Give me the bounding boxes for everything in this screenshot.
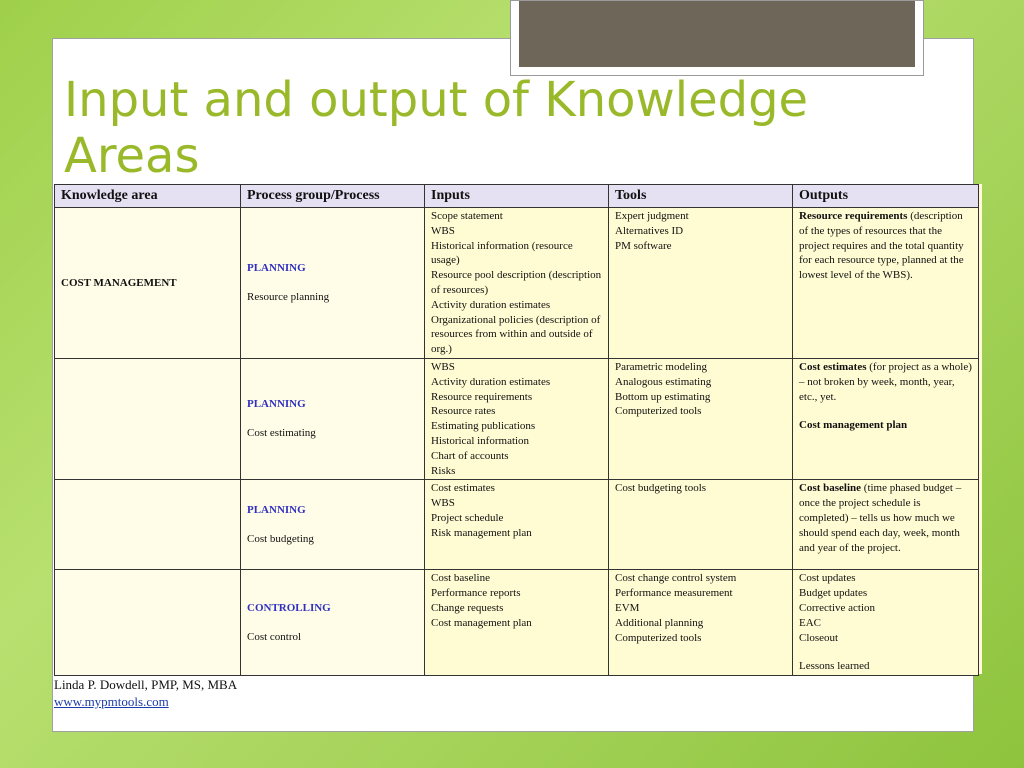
spacer (799, 645, 972, 659)
tools-cell (609, 480, 793, 570)
process-cell (241, 480, 425, 570)
tool-item: PM software (615, 239, 672, 252)
table-row (55, 358, 979, 479)
header-process-group: Process group/Process (241, 185, 425, 208)
input-item: Cost management plan (431, 616, 532, 629)
tool-item: Alternatives ID (615, 224, 684, 237)
output-item: Lessons learned (799, 660, 870, 673)
input-item: WBS (431, 360, 455, 373)
knowledge-area-cell (55, 480, 241, 570)
header-outputs: Outputs (793, 185, 979, 208)
tool-item: Parametric modeling (615, 360, 707, 373)
outputs-cell (793, 480, 979, 570)
author-credit: Linda P. Dowdell, PMP, MS, MBA (54, 677, 238, 692)
inputs-cell (425, 480, 609, 570)
outputs-cell (793, 570, 979, 676)
input-item: Risks (431, 464, 456, 477)
output-item: EAC (799, 616, 821, 629)
process-name: Cost budgeting (247, 532, 314, 545)
output-item: Closeout (799, 631, 839, 644)
input-item: Organizational policies (description of resources from within and outside of org.) (431, 313, 601, 356)
knowledge-area-cell (55, 570, 241, 676)
output-bold-secondary: Cost management plan (799, 419, 908, 432)
output-bold: Cost estimates (799, 360, 867, 373)
decorative-tab-fill (519, 1, 915, 67)
process-phase: PLANNING (247, 262, 306, 275)
header-knowledge-area: Knowledge area (55, 185, 241, 208)
knowledge-area-cell (55, 358, 241, 479)
input-item: Resource pool description (description of resources) (431, 269, 602, 296)
table-row (55, 208, 979, 359)
header-tools: Tools (609, 185, 793, 208)
input-item: Cost estimates (431, 482, 495, 495)
inputs-cell (425, 208, 609, 359)
process-name: Resource planning (247, 290, 330, 303)
input-item: Resource requirements (431, 390, 533, 403)
input-item: Historical information (431, 434, 530, 447)
spacer (799, 404, 972, 418)
input-item: Chart of accounts (431, 449, 509, 462)
output-bold: Cost baseline (799, 482, 862, 495)
tool-item: Bottom up estimating (615, 390, 711, 403)
input-item: Resource rates (431, 405, 496, 418)
table-header-row (55, 185, 979, 208)
output-item: Corrective action (799, 601, 876, 614)
input-item: WBS (431, 224, 455, 237)
knowledge-table-container (54, 184, 982, 674)
input-item: Activity duration estimates (431, 298, 551, 311)
process-cell (241, 358, 425, 479)
tool-item: EVM (615, 601, 640, 614)
process-name: Cost control (247, 630, 302, 643)
slide-title: Input and output of Knowledge Areas (64, 72, 809, 184)
tools-cell (609, 208, 793, 359)
knowledge-areas-table (54, 184, 979, 676)
header-inputs: Inputs (425, 185, 609, 208)
tool-item: Performance measurement (615, 587, 733, 600)
output-text: (time phased budget – once the project schedule is completed) – tells us how much we should spend each day, week, month and year of the project. (799, 482, 962, 554)
input-item: Historical information (resource usage) (431, 239, 573, 267)
footer-credit (54, 676, 237, 710)
website-link[interactable]: www.mypmtools.com (54, 694, 169, 709)
process-phase: PLANNING (247, 398, 306, 411)
process-phase: CONTROLLING (247, 601, 331, 614)
table-row (55, 480, 979, 570)
tool-item: Analogous estimating (615, 375, 712, 388)
output-bold: Resource requirements (799, 210, 908, 222)
input-item: Risk management plan (431, 526, 532, 539)
output-text: (for project as a whole) – not broken by week, month, year, etc., yet. (799, 360, 972, 403)
tool-item: Additional planning (615, 616, 704, 629)
decorative-tab (510, 0, 924, 76)
output-item: Budget updates (799, 587, 868, 600)
input-item: Performance reports (431, 587, 521, 600)
inputs-cell (425, 358, 609, 479)
input-item: Estimating publications (431, 420, 536, 433)
tool-item: Computerized tools (615, 405, 702, 418)
output-text: (description of the types of resources that the project requires and the total quantity for each resource type, planned at the lowest level of the WBS). (799, 210, 964, 282)
knowledge-area-label: COST MANAGEMENT (61, 276, 177, 289)
tools-cell (609, 570, 793, 676)
input-item: Scope statement (431, 210, 503, 222)
tool-item: Expert judgment (615, 210, 689, 222)
process-phase: PLANNING (247, 504, 306, 517)
tool-item: Cost change control system (615, 572, 737, 585)
process-name: Cost estimating (247, 427, 316, 440)
outputs-cell (793, 358, 979, 479)
tool-item: Computerized tools (615, 631, 702, 644)
process-cell (241, 570, 425, 676)
input-item: Project schedule (431, 511, 504, 524)
process-cell (241, 208, 425, 359)
input-item: WBS (431, 497, 455, 510)
outputs-cell (793, 208, 979, 359)
table-row (55, 570, 979, 676)
output-item: Cost updates (799, 572, 856, 585)
input-item: Change requests (431, 601, 504, 614)
tool-item: Cost budgeting tools (615, 482, 707, 495)
input-item: Cost baseline (431, 572, 490, 585)
inputs-cell (425, 570, 609, 676)
knowledge-area-cell (55, 208, 241, 359)
tools-cell (609, 358, 793, 479)
input-item: Activity duration estimates (431, 375, 551, 388)
